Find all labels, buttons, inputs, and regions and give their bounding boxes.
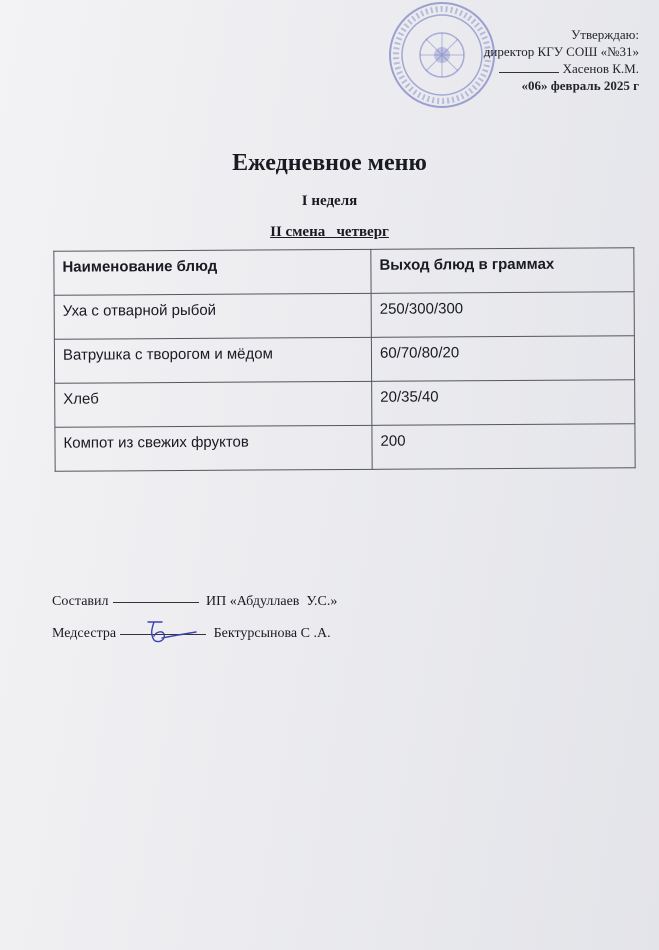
dish-name: Компот из свежих фруктов (55, 425, 372, 471)
compiled-by-name: ИП «Абдуллаев У.С.» (206, 594, 338, 609)
menu-table (53, 247, 635, 472)
dish-name: Ватрушка с творогом и мёдом (54, 337, 371, 383)
nurse-name: Бектурсынова С .А. (213, 626, 331, 641)
week-label: I неделя (301, 193, 358, 209)
approval-block (484, 26, 639, 94)
dish-portion: 200 (372, 424, 635, 470)
signature-line (113, 602, 199, 603)
nurse-label: Медсестра (52, 626, 117, 641)
dish-portion: 250/300/300 (371, 292, 634, 338)
table-header-row (54, 248, 634, 296)
column-header-portion: Выход блюд в граммах (371, 248, 634, 294)
table-row (54, 336, 634, 384)
signature-line (499, 62, 559, 73)
dish-portion: 20/35/40 (372, 380, 635, 426)
handwritten-signature (140, 618, 200, 646)
table-row (55, 380, 635, 428)
compiled-label: Составил (52, 594, 109, 609)
dish-portion: 60/70/80/20 (371, 336, 634, 382)
table-row (54, 292, 634, 340)
approval-name: Хасенов К.М. (562, 61, 639, 76)
approval-director: директор КГУ СОШ «№31» (483, 44, 639, 59)
approval-heading: Утверждаю: (571, 27, 639, 42)
official-seal-stamp (387, 0, 497, 110)
column-header-dish: Наименование блюд (54, 249, 371, 295)
shift-label: II смена четверг (270, 224, 389, 240)
dish-name: Уха с отварной рыбой (54, 293, 371, 339)
dish-name: Хлеб (55, 381, 372, 427)
approval-date: «06» февраль 2025 г (521, 78, 639, 93)
table-row (55, 424, 635, 472)
compiled-by-line (52, 594, 337, 610)
page-title: Ежедневное меню (232, 150, 427, 176)
